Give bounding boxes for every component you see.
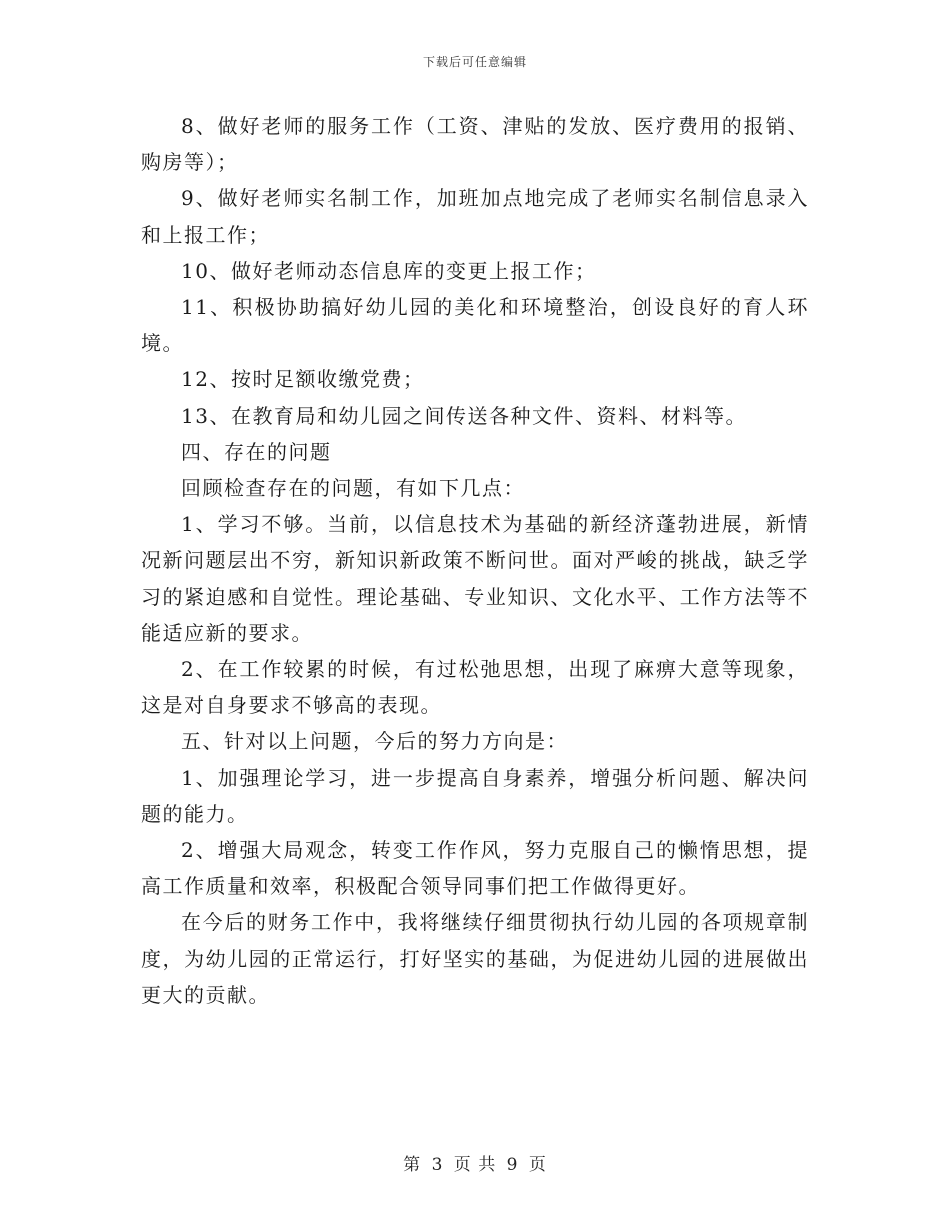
page-number-current: 3 [431,1155,444,1175]
paragraph: 1、学习不够。当前，以信息技术为基础的新经济蓬勃进展，新情况新问题层出不穷，新知识新政策不断问世。面对严峻的挑战，缺乏学习的紧迫感和自觉性。理论基础、专业知识、文化水平、工作方法等不能适应新的要求。 [141,512,809,645]
document-body [141,108,809,1013]
paragraph: 8、做好老师的服务工作（工资、津贴的发放、医疗费用的报销、购房等）； [141,114,809,175]
section-heading: 四、存在的问题 [181,439,332,464]
page-number-suffix: 页 [528,1155,547,1175]
page-number-total: 9 [506,1155,519,1175]
paragraph: 11、积极协助搞好幼儿园的美化和环境整治，创设良好的育人环境。 [141,295,809,356]
paragraph: 12、按时足额收缴党费； [181,367,425,392]
page-header-note: 下载后可任意编辑 [422,55,527,69]
paragraph: 回顾检查存在的问题，有如下几点： [181,476,525,501]
page-number [0,1150,950,1175]
paragraph: 在今后的财务工作中，我将继续仔细贯彻执行幼儿园的各项规章制度，为幼儿园的正常运行，打好坚实的基础，为促进幼儿园的进展做出更大的贡献。 [141,910,809,1007]
page-number-prefix: 第 [403,1155,422,1175]
paragraph: 2、在工作较累的时候，有过松弛思想，出现了麻痹大意等现象，这是对自身要求不够高的表现。 [141,657,809,718]
paragraph: 9、做好老师实名制工作，加班加点地完成了老师实名制信息录入和上报工作； [141,186,809,247]
paragraph: 2、增强大局观念，转变工作作风，努力克服自己的懒惰思想，提高工作质量和效率，积极配合领导同事们把工作做得更好。 [141,838,809,899]
section-heading: 五、针对以上问题，今后的努力方向是： [181,729,568,754]
page-number-middle: 页 共 [453,1155,497,1175]
paragraph: 10、做好老师动态信息库的变更上报工作； [181,258,597,283]
paragraph: 1、加强理论学习，进一步提高自身素养，增强分析问题、解决问题的能力。 [141,765,809,826]
paragraph: 13、在教育局和幼儿园之间传送各种文件、资料、材料等。 [181,403,747,428]
